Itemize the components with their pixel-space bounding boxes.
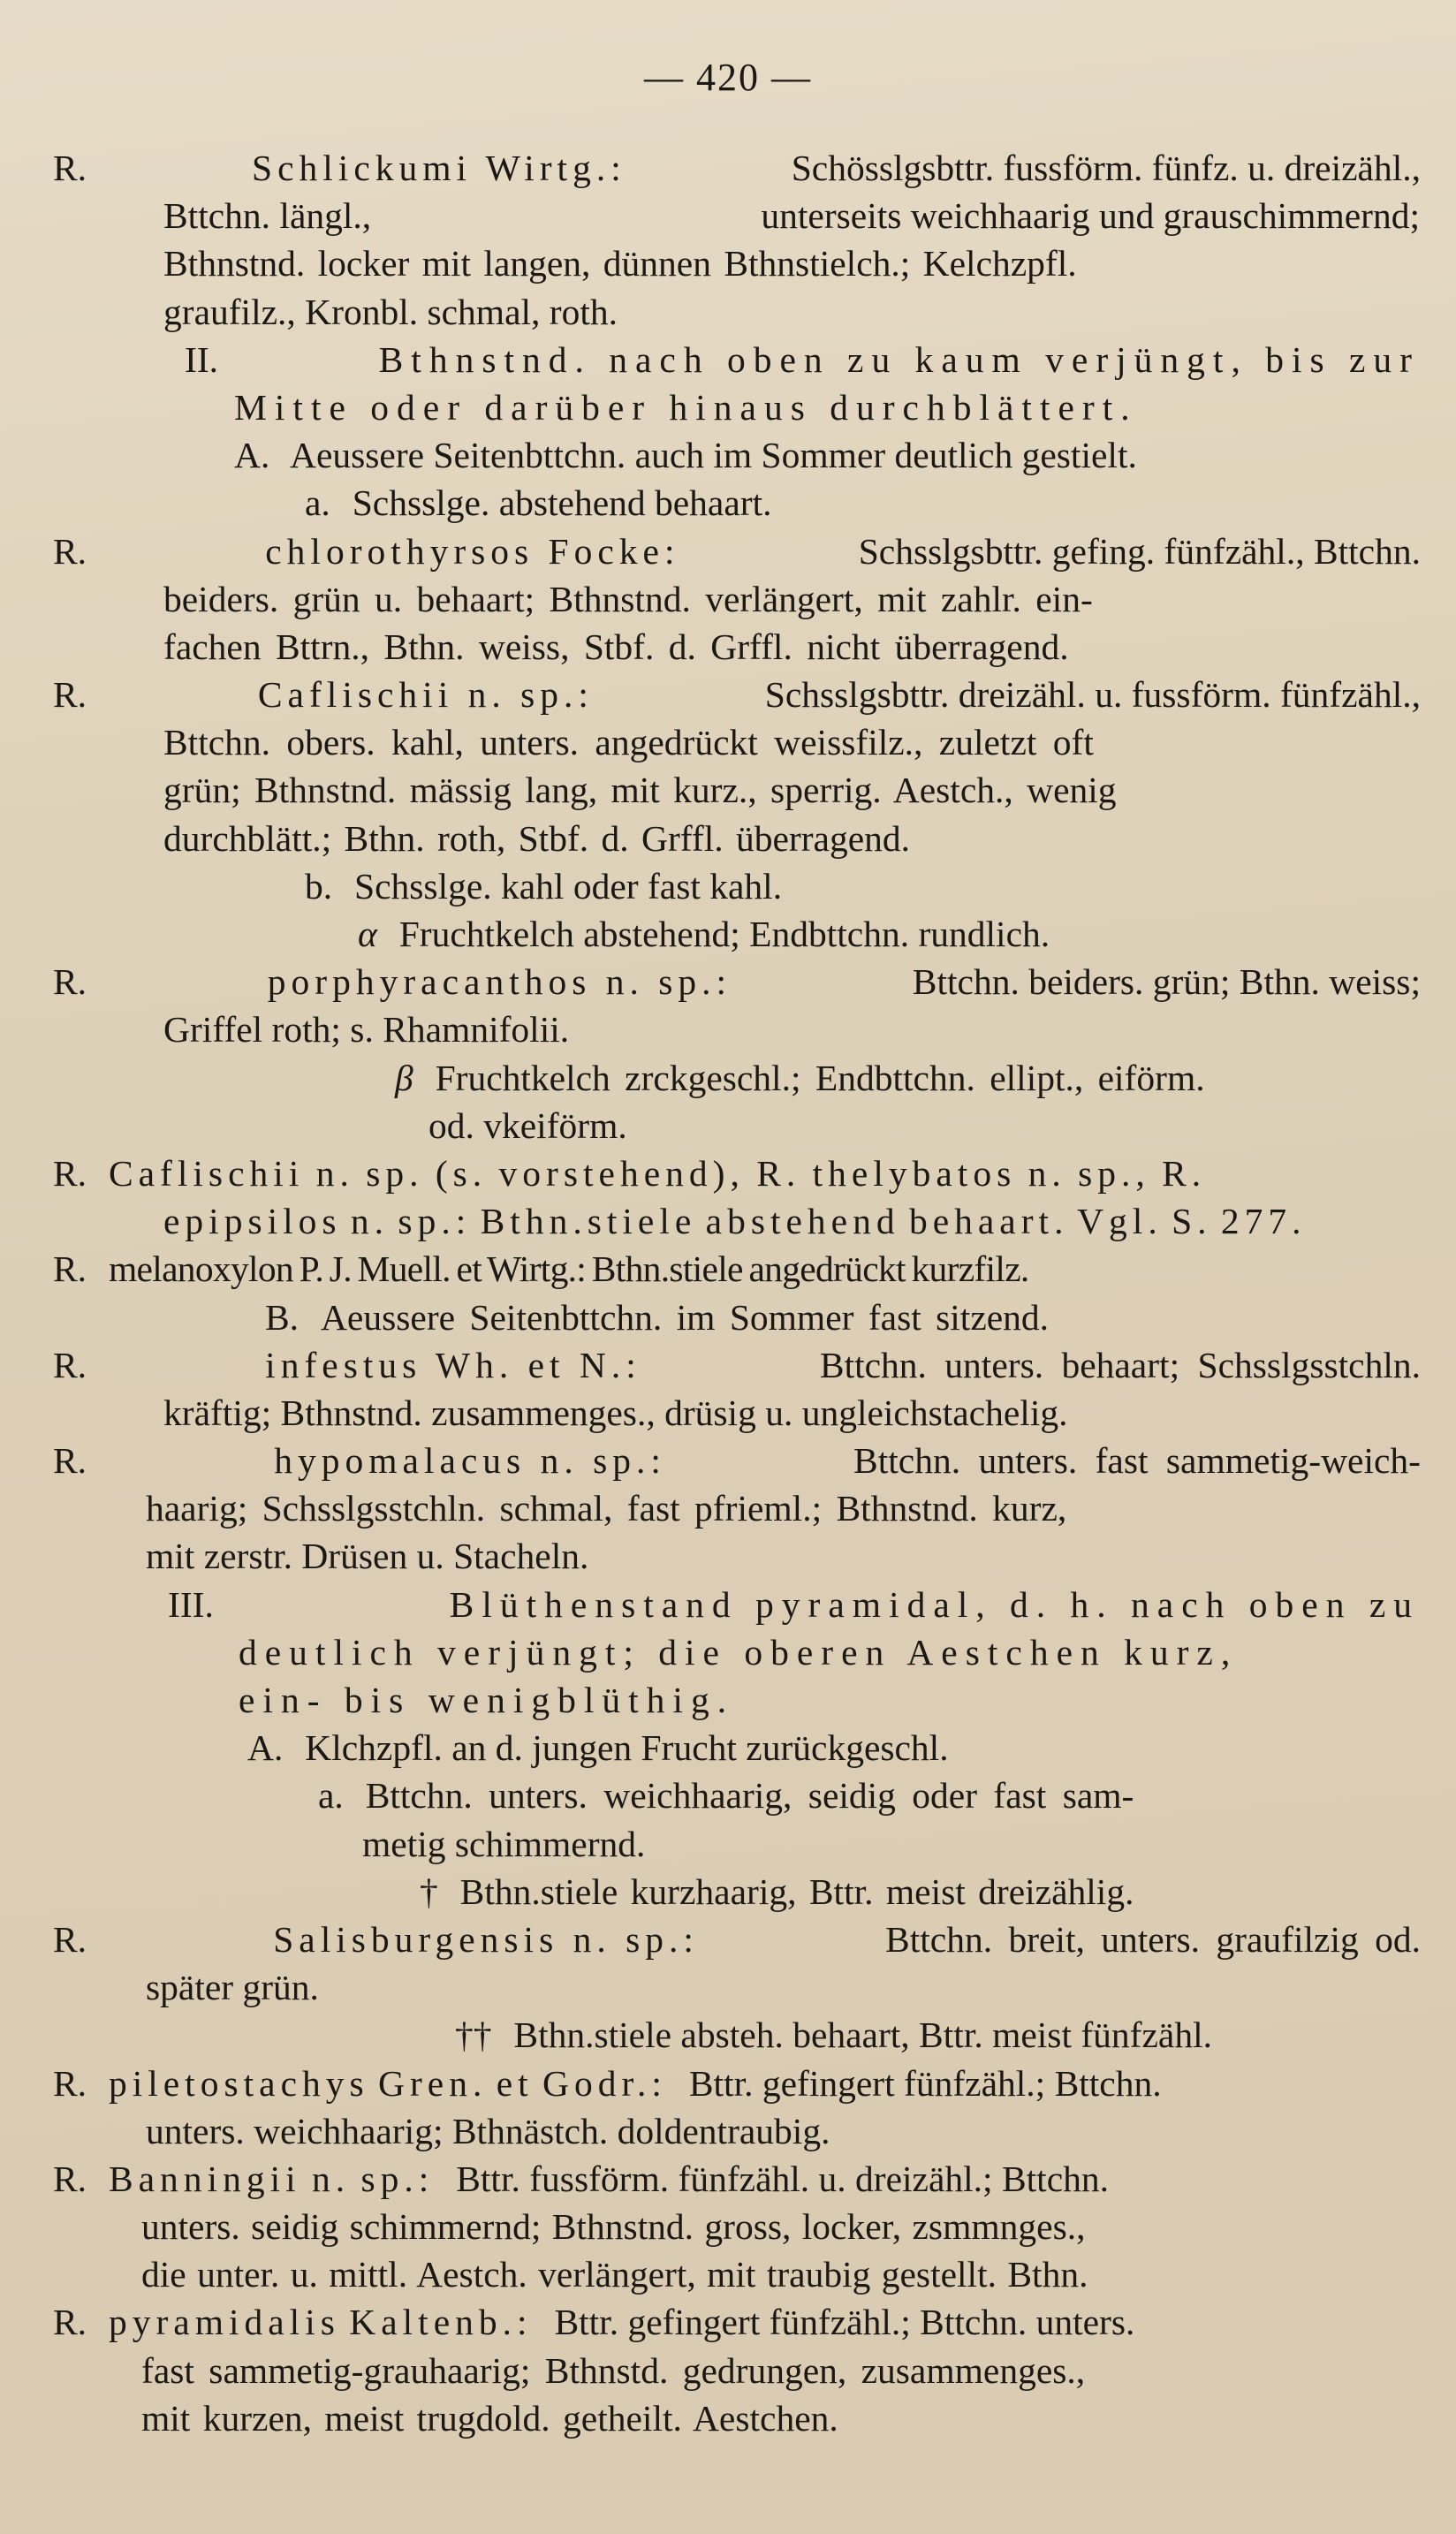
text-line: R. Caflischii n. sp.: Schsslgsbttr. dreizähl. u. fussförm. fünfzähl., [53,674,1421,716]
text-line: R. hypomalacus n. sp.: Bttchn. unters. fast sammetig-weich- [53,1440,1421,1482]
text-line: A. Aeussere Seitenbttchn. auch im Sommer deutlich gestielt. [234,435,1137,476]
text-line: Mitte oder darüber hinaus durchblättert. [234,386,1138,428]
text-line: †† Bthn.stiele absteh. behaart, Bttr. meist fünfzähl. [455,2014,1212,2056]
text-line: R. Banningii n. sp.: Bttr. fussförm. fünfzähl. u. dreizähl.; Bttchn. [53,2158,1109,2199]
text-line: metig schimmernd. [362,1823,646,1864]
text-line: deutlich verjüngt; die oberen Aestchen kurz, [239,1631,1239,1673]
text-line: R. Schlickumi Wirtg.: Schösslgsbttr. fussförm. fünfz. u. dreizähl., [53,148,1421,188]
text-line: epipsilos n. sp.: Bthn.stiele abstehend behaart. Vgl. S. 277. [163,1201,1307,1242]
text-line: R. pyramidalis Kaltenb.: Bttr. gefingert fünfzähl.; Bttchn. unters. [53,2302,1135,2343]
text-line: mit zerstr. Drüsen u. Stacheln. [146,1536,589,1577]
text-line: R. piletostachys Gren. et Godr.: Bttr. gefingert fünfzähl.; Bttchn. [53,2062,1162,2104]
page-body [53,144,1422,2442]
text-line: später grün. [146,1967,319,2008]
text-line: kräftig; Bthnstnd. zusammenges., drüsig u. ungleichstachelig. [163,1392,1068,1433]
text-line: fast sammetig-grauhaarig; Bthnstd. gedrungen, zusammenges., [141,2349,1086,2391]
text-line: graufilz., Kronbl. schmal, roth. [163,291,618,332]
text-line: R. infestus Wh. et N.: Bttchn. unters. behaart; Schsslgsstchln. [53,1344,1421,1385]
text-line: R. chlorothyrsos Focke: Schsslgsbttr. gefing. fünfzähl., Bttchn. [53,530,1421,572]
text-line: haarig; Schsslgsstchln. schmal, fast pfrieml.; Bthnstnd. kurz, [146,1488,1067,1529]
text-line: unters. weichhaarig; Bthnästch. doldentraubig. [146,2110,830,2151]
text-line: II. Bthnstnd. nach oben zu kaum verjüngt, bis zur [185,338,1420,380]
text-line: Bttchn. längl., unterseits weichhaarig und grauschimmernd; [163,195,1420,237]
text-line: a. Bttchn. unters. weichhaarig, seidig oder fast sam- [318,1775,1134,1817]
page-number: — 420 — [644,56,812,99]
text-line: unters. seidig schimmernd; Bthnstnd. gross, locker, zsmmnges., [141,2206,1086,2248]
text-line: R. Caflischii n. sp. (s. vorstehend), R. thelybatos n. sp., R. [53,1152,1207,1194]
text-line: ein- bis wenigblüthig. [239,1680,735,1720]
text-line: R. porphyracanthos n. sp.: Bttchn. beiders. grün; Bthn. weiss; [53,961,1421,1003]
text-line: die unter. u. mittl. Aestch. verlängert, mit traubig gestellt. Bthn. [141,2254,1088,2295]
text-line: α Fruchtkelch abstehend; Endbttchn. rundlich. [358,914,1050,954]
text-line: † Bthn.stiele kurzhaarig, Bttr. meist dreizählig. [420,1870,1134,1912]
text-line: R. melanoxylon P. J. Muell. et Wirtg.: Bthn.stiele angedrückt kurzfilz. [53,1248,1029,1290]
text-line: R. Salisburgensis n. sp.: Bttchn. breit, unters. graufilzig od. [53,1918,1421,1960]
text-line: Bthnstnd. locker mit langen, dünnen Bthnstielch.; Kelchzpfl. [163,243,1077,285]
text-line: Bttchn. obers. kahl, unters. angedrückt weissfilz., zuletzt oft [163,722,1094,763]
text-line: III. Blüthenstand pyramidal, d. h. nach oben zu [168,1583,1420,1625]
text-line: mit kurzen, meist trugdold. getheilt. Aestchen. [141,2397,838,2439]
text-line: fachen Bttrn., Bthn. weiss, Stbf. d. Grffl. nicht überragend. [163,626,1069,667]
text-line: beiders. grün u. behaart; Bthnstnd. verlängert, mit zahlr. ein- [163,578,1093,619]
text-line: Griffel roth; s. Rhamnifolii. [163,1009,570,1051]
text-line: β Fruchtkelch zrckgeschl.; Endbttchn. ellipt., eiförm. [395,1057,1205,1098]
text-line: od. vkeiförm. [428,1104,627,1146]
text-line: durchblätt.; Bthn. roth, Stbf. d. Grffl. überragend. [163,817,911,859]
text-line: b. Schsslge. kahl oder fast kahl. [305,865,783,907]
text-line: A. Klchzpfl. an d. jungen Frucht zurückgeschl. [247,1727,949,1769]
text-line: grün; Bthnstnd. mässig lang, mit kurz., sperrig. Aestch., wenig [163,770,1117,811]
text-line: B. Aeussere Seitenbttchn. im Sommer fast sitzend. [265,1296,1050,1338]
text-line: a. Schsslge. abstehend behaart. [305,482,772,524]
